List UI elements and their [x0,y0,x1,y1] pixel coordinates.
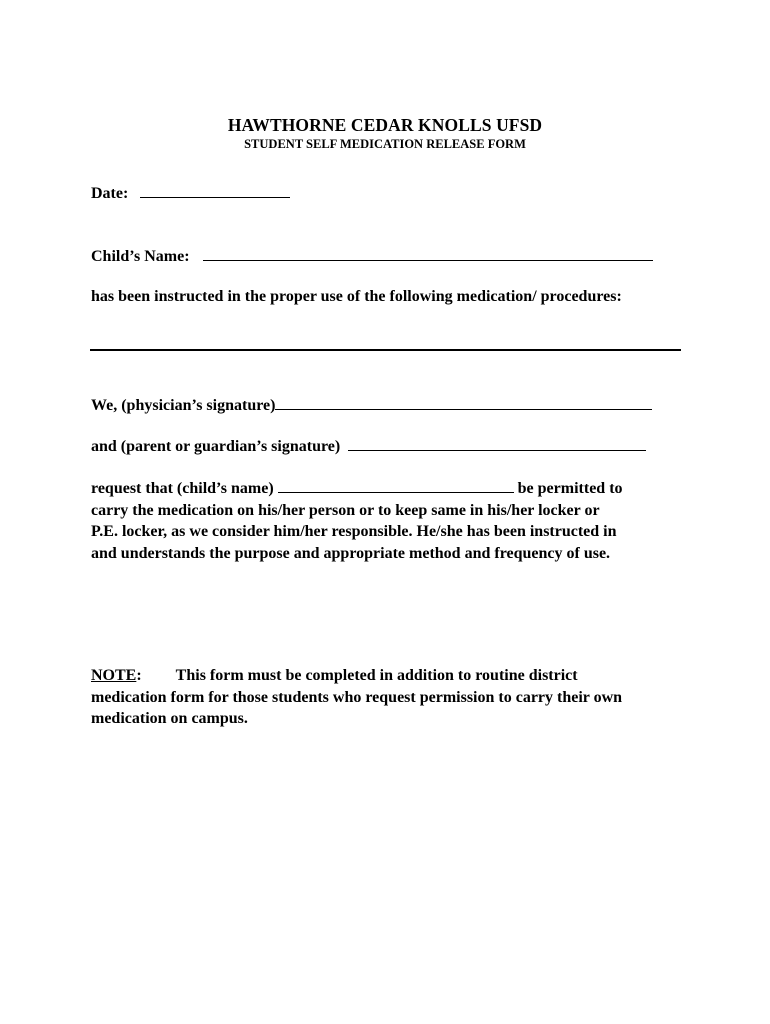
child-name-row [91,247,653,266]
note-line-3: medication on campus. [91,710,248,727]
date-field[interactable] [140,184,290,198]
physician-label: We, (physician’s signature) [91,397,276,414]
parent-label: and (parent or guardian’s signature) [91,438,341,455]
medication-procedures-field[interactable] [90,349,681,351]
request-child-name-field[interactable] [278,479,514,493]
note-paragraph [91,665,691,730]
physician-row [91,396,652,415]
request-line-2: carry the medication on his/her person or to keep same in his/her locker or [91,501,600,519]
form-title: HAWTHORNE CEDAR KNOLLS UFSD [227,115,543,135]
parent-signature-field[interactable] [348,437,646,451]
request-line-4: and understands the purpose and appropriate method and frequency of use. [91,544,611,562]
child-name-field[interactable] [203,247,653,261]
physician-signature-field[interactable] [275,396,652,410]
request-line-3: P.E. locker, as we consider him/her responsible. He/she has been instructed in [91,523,617,540]
note-label: NOTE [91,667,137,684]
note-text-1: This form must be completed in addition to routine district [175,667,578,684]
note-line-1 [91,665,691,687]
date-row [91,184,290,203]
request-prefix: request that (child’s name) [91,480,274,497]
form-subtitle: STUDENT SELF MEDICATION RELEASE FORM [244,137,526,151]
note-colon: : [136,667,142,684]
note-line-2: medication form for those students who request permission to carry their own [91,688,623,706]
request-paragraph [91,478,691,564]
date-label: Date: [91,185,129,202]
instructed-text: has been instructed in the proper use of the following medication/ procedures: [91,288,622,305]
child-name-label: Child’s Name: [91,248,190,265]
request-line-1 [91,478,691,500]
parent-row [91,437,646,456]
request-suffix: be permitted to [517,480,623,497]
